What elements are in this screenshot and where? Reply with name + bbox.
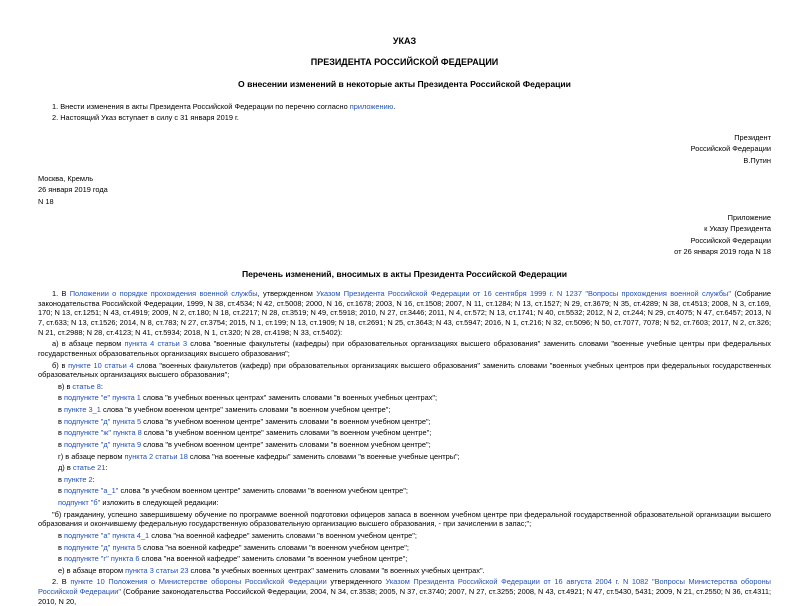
item-d-4: "б) гражданину, успешно завершившему обучение по программе военной подготовки офицеров запаса в военном учебном центре при федеральной государственной образовательной организации высшего образования и окончившему федеральную государственную образовательную организацию высшего образования, - при зачислении в запас;"; [38, 509, 771, 529]
place: Москва, Кремль [38, 173, 94, 183]
item-e: е) в абзаце втором пункта 3 статьи 23 слова "в учебных военных центрах" заменить словами "в военных учебных центрах". [58, 565, 485, 575]
item-d-6: в подпункте "д" пункта 5 слова "на военной кафедре" заменить словами "в военном учебном центре"; [58, 542, 409, 552]
intro-item-1: 1. Внести изменения в акты Президента Российской Федерации по перечню согласно приложению. [52, 101, 396, 111]
item-v-4: в подпункте "ж" пункта 8 слова "в учебном военном центре" заменить словами "в военном учебном центре"; [58, 428, 432, 438]
item-g-link-2[interactable]: статьи 18 [155, 451, 188, 461]
item-v-2-link[interactable]: пункте 3_1 [63, 405, 101, 415]
item-d-5: в подпункте "а" пункта 4_1 слова "на военной кафедре" заменить словами "в военном учебном центре"; [58, 530, 417, 540]
item-g: г) в абзаце первом пункта 2 статьи 18 слова "на военные кафедры" заменить словами "в военные учебные центры"; [58, 451, 460, 461]
item-v-3-link-1[interactable]: подпункте "д" [63, 416, 111, 426]
appendix-country: Российской Федерации [690, 235, 771, 245]
item-v-4-link-2[interactable]: пункта 8 [113, 428, 142, 438]
signature-position: Президент [734, 132, 771, 142]
item-g-link-1[interactable]: пункта 2 [124, 451, 154, 461]
item-v-5: в подпункте "д" пункта 9 слова "в учебном военном центре" заменить словами "в военном учебном центре"; [58, 439, 431, 449]
item-d-7-link-1[interactable]: подпункте "г" [63, 554, 109, 564]
item-d-3-link[interactable]: подпункт "б" [58, 498, 101, 508]
item-a-link-2[interactable]: статьи 3 [157, 339, 188, 349]
item-b-link-2[interactable]: статьи 4 [104, 360, 134, 370]
document-heading: О внесении изменений в некоторые акты Президента Российской Федерации [238, 79, 571, 90]
item-d-5-link-2[interactable]: пункта 4_1 [112, 530, 150, 540]
item-d-2: в подпункте "а_1" слова "в учебном военном центре" заменить словами "в военном учебном центре"; [58, 486, 408, 496]
date: 26 января 2019 года [38, 185, 108, 195]
item-v-block [38, 382, 771, 508]
item-v-3-link-2[interactable]: пункта 5 [112, 416, 142, 426]
intro [38, 102, 771, 123]
section-1-intro: 1. В Положении о порядке прохождения военной службы, утвержденном Указом Президента Российской Федерации от 16 сентября 1999 г. N 1237 "Вопросы прохождения военной службы" (Собрание законодательства Российской Федерации, 1999, N 38, ст.4534; N 42, ст.5008; 2000, N 16, ст.1678; 2003, N 16, ст.1508; 2007, N 11, ст.1284; N 13, ст.1527; N 29, ст.3679; N 35, ст.4289; N 38, ст.4513; 2008, N 3, ст.169, 170; N 13, ст.1251; N 43, ст.4919; 2009, N 2, ст.180; N 18, ст.2217; N 28, ст.3519; N 49, ст.5918; 2010, N 27, ст.3446; 2011, N 4, ст.572; N 13, ст.1741; N 40, ст.5532; 2012, N 2, ст.244; N 29, ст.4075; N 47, ст.6457; 2013, N 7, ст.633; N 13, ст.1526; 2014, N 8, ст.783; N 27, ст.3754; 2015, N 1, ст.199; N 13, ст.1909; N 18, ст.2691; N 25, ст.3643; N 43, ст.5947; 2016, N 1, ст.216; N 32, ст.5096; N 50, ст.7077, 7078; N 52, ст.7603; 2017, N 2, ст.326; N 21, ст.2988; N 28, ст.4123; N 41, ст.5934; 2018, N 1, ст.320; N 28, ст.4198; N 33, ст.5402): [38, 289, 772, 337]
item-v-1: в подпункте "е" пункта 1 слова "в учебных военных центрах" заменить словами "в военных учебных центрах"; [58, 393, 438, 403]
item-d-7-link-2[interactable]: пункта 6 [110, 554, 140, 564]
item-v-2: в пункте 3_1 слова "в учебном военном центре" заменить словами "в военном учебном центре"; [58, 405, 391, 415]
document-issuer: ПРЕЗИДЕНТА РОССИЙСКОЙ ФЕДЕРАЦИИ [310, 56, 499, 67]
item-v-5-link-2[interactable]: пункта 9 [112, 439, 142, 449]
decree-1082-link[interactable]: Указом Президента Российской Федерации от 16 августа 2004 г. N 1082 "Вопросы Министерства обороны Российской Федерации" [38, 577, 771, 597]
section-2: 2. В пункте 10 Положения о Министерстве обороны Российской Федерации утвержденного Указом Президента Российской Федерации от 16 августа 2004 г. N 1082 "Вопросы Министерства обороны Российской Федерации" (Собрание законодательства Российской Федерации, 2004, N 34, ст.3538; 2005, N 37, ст.3740; 2007, N 27, ст.3255; 2008, N 43, ст.4921; N 47, ст.5430, 5431; 2009, N 21, ст.2550; N 36, ст.4311; 2010, N 20, [38, 577, 771, 606]
section-2-link-1[interactable]: пункте 10 [70, 577, 105, 587]
item-d-7: в подпункте "г" пункта 6 слова "на военной кафедре" заменить словами "в военном учебном центре"; [58, 554, 408, 564]
signature-block [38, 133, 771, 166]
section-1 [38, 289, 771, 575]
regulation-link[interactable]: Положении о порядке прохождения военной службы [69, 289, 258, 299]
number: N 18 [38, 196, 54, 206]
item-v-3: в подпункте "д" пункта 5 слова "в учебном военном центре" заменить словами "в военном учебном центре"; [58, 416, 431, 426]
item-d-5-link-1[interactable]: подпункте "а" [63, 530, 111, 540]
item-e-link-2[interactable]: статьи 23 [155, 565, 189, 575]
appendix-to: к Указу Президента [704, 224, 771, 234]
appendix-date: от 26 января 2019 года N 18 [674, 247, 771, 257]
item-d: д) в статье 21: [58, 463, 108, 473]
item-d-6-link-2[interactable]: пункта 5 [112, 542, 142, 552]
item-d-6-link-1[interactable]: подпункте "д" [63, 542, 111, 552]
document [38, 36, 771, 606]
item-d-3: подпункт "б" изложить в следующей редакции: [58, 498, 219, 508]
item-d-1-link[interactable]: пункте 2 [63, 474, 93, 484]
item-v-4-link-1[interactable]: подпункте "ж" [63, 428, 111, 438]
item-e-link-1[interactable]: пункта 3 [125, 565, 154, 575]
item-d-1: в пункте 2: [58, 474, 95, 484]
item-v-1-link-2[interactable]: пункта 1 [112, 393, 141, 403]
appendix-block [38, 213, 771, 258]
item-d-link[interactable]: статье 21 [72, 463, 106, 473]
document-type: УКАЗ [392, 36, 417, 46]
intro-item-2: 2. Настоящий Указ вступает в силу с 31 января 2019 г. [52, 113, 239, 123]
decree-1237-link[interactable]: Указом Президента Российской Федерации от 16 сентября 1999 г. N 1237 "Вопросы прохождения военной службы" [316, 289, 731, 299]
appendix-link[interactable]: приложению [349, 101, 394, 111]
item-b-link-1[interactable]: пункте 10 [68, 360, 102, 370]
item-a: а) в абзаце первом пункта 4 статьи 3 слова "военные факультеты (кафедры) при образовательных организациях высшего образования" заменить словами "военные учебные центры при федеральных государственных образовательных организациях высшего образования"; [38, 339, 771, 358]
item-d-2-link[interactable]: подпункте "а_1" [63, 486, 119, 496]
section-2-link-2[interactable]: Положения о Министерстве обороны Российской Федерации [108, 577, 327, 587]
place-date-block [38, 174, 771, 207]
item-a-link-1[interactable]: пункта 4 [124, 339, 155, 349]
item-d-rest [38, 531, 771, 576]
item-v-link[interactable]: статье 8 [72, 381, 101, 391]
item-v-5-link-1[interactable]: подпункте "д" [63, 439, 111, 449]
item-v-1-link-1[interactable]: подпункте "е" [63, 393, 111, 403]
item-b: б) в пункте 10 статьи 4 слова "военных факультетов (кафедр) при образовательных организациях высшего образования" заменить словами "военных учебных центров при федеральных государственных образовательных организациях высшего образования"; [38, 360, 771, 380]
signature-country: Российской Федерации [690, 144, 771, 154]
signature-name: В.Путин [743, 156, 771, 166]
appendix-label: Приложение [727, 212, 771, 222]
item-v: в) в статье 8: [58, 381, 103, 391]
list-title: Перечень изменений, вносимых в акты Президента Российской Федерации [241, 269, 568, 280]
